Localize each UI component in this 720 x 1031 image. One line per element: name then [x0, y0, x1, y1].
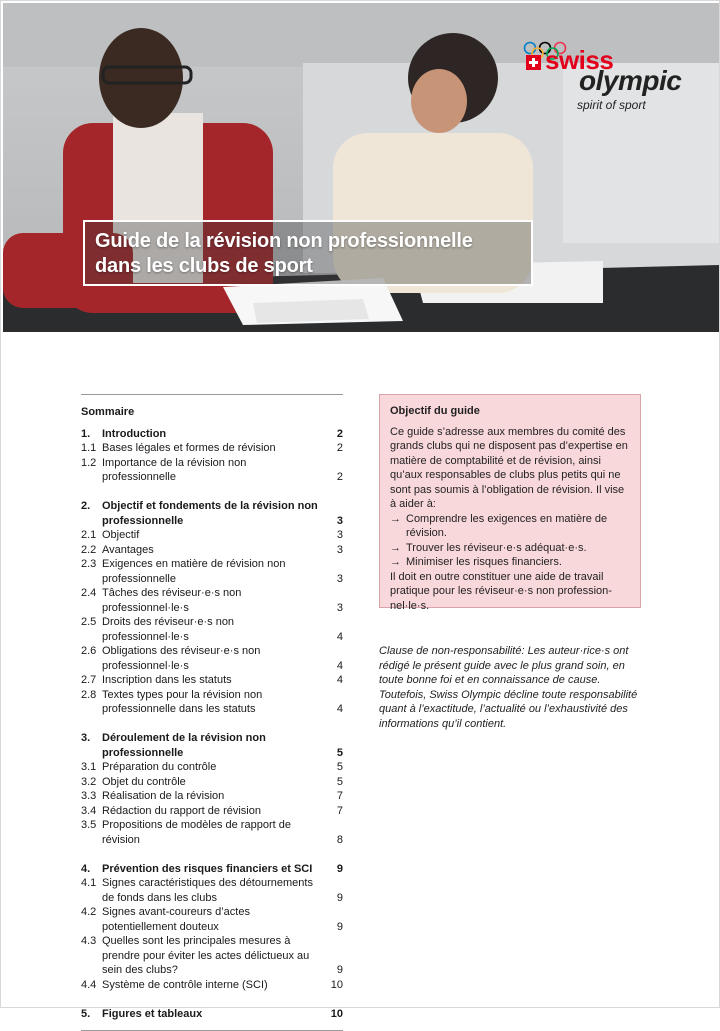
toc-entry-page: 3 [336, 601, 343, 614]
objective-list-item [390, 541, 630, 556]
toc-entry-number: 2.3 [81, 558, 97, 570]
objective-box [379, 394, 641, 612]
toc-subsection-entry[interactable] [81, 804, 343, 819]
toc-section [81, 427, 343, 485]
toc-entry-number: 2.8 [81, 688, 97, 701]
toc-entry-page: 3 [336, 543, 343, 556]
toc-entry-title: Obligations des réviseur·e·s non professionnel·le·s [102, 645, 261, 672]
toc-entry-page: 2 [336, 442, 343, 454]
toc-entry-title: Droits des réviseur·e·s non professionnel·le·s [102, 616, 235, 643]
toc-subsection-entry[interactable] [81, 441, 343, 456]
toc-entry-title: Objectif et fondements de la révision non professionnelle [102, 500, 318, 527]
toc-subsection-entry[interactable] [81, 905, 343, 934]
toc-subsection-entry[interactable] [81, 528, 343, 543]
objective-list-text: Comprendre les exigences en matière de révision. [406, 512, 608, 539]
toc-chapter-entry[interactable] [81, 427, 343, 442]
toc-subsection-entry[interactable] [81, 456, 343, 485]
toc-subsection-entry[interactable] [81, 934, 343, 978]
toc-entry-title: Déroulement de la révision non professionnelle [102, 732, 266, 759]
toc-section [81, 499, 343, 717]
toc-entry-page: 4 [336, 659, 343, 672]
toc-chapter-entry[interactable] [81, 1007, 343, 1022]
objective-intro: Ce guide s’adresse aux membres du comité des grands clubs qui ne disposent pas d’expertise en matière de comptabilité et de révision, ainsi qu’aux responsables de clubs plus petits qui ne sont pas soumis à l’obligation de révision. Il vise à aider à: [390, 425, 628, 510]
toc-subsection-entry[interactable] [81, 673, 343, 688]
document-title-box [83, 220, 533, 286]
toc-entry-number: 2.5 [81, 616, 97, 628]
toc-subsection-entry[interactable] [81, 543, 343, 558]
toc-entry-page: 10 [330, 1007, 343, 1020]
objective-list-item [390, 555, 630, 570]
document-title-line-1: Guide de la révision non professionnelle [95, 230, 473, 252]
toc-entry-page: 9 [336, 891, 343, 904]
toc-entry-page: 2 [336, 427, 343, 440]
toc-entry-title: Réalisation de la révision [102, 790, 225, 802]
toc-entry-title: Exigences en matière de révision non professionnelle [102, 558, 286, 585]
toc-section [81, 1007, 343, 1022]
toc-entry-title: Préparation du contrôle [102, 761, 217, 773]
toc-entry-number: 1. [81, 427, 91, 440]
toc-entry-page: 4 [336, 630, 343, 643]
toc-entry-title: Objet du contrôle [102, 775, 186, 788]
toc-entry-page: 2 [336, 471, 343, 483]
toc-entry-page: 10 [330, 978, 343, 991]
toc-entry-number: 5. [81, 1007, 91, 1020]
toc-entry-title: Introduction [102, 427, 167, 440]
toc-chapter-entry[interactable] [81, 862, 343, 877]
toc-chapter-entry[interactable] [81, 731, 343, 760]
toc-heading: Sommaire [81, 406, 135, 418]
toc-entry-number: 2.1 [81, 529, 97, 541]
objective-list-text: Minimiser les risques financiers. [406, 556, 562, 568]
objective-list-item [390, 512, 630, 541]
toc-entry-page: 9 [336, 862, 343, 875]
toc-entry-number: 3. [81, 732, 91, 744]
toc-entry-page: 4 [336, 674, 343, 686]
swiss-flag-icon [526, 55, 541, 70]
toc-entry-page: 3 [336, 572, 343, 585]
toc-chapter-entry[interactable] [81, 499, 343, 528]
toc-subsection-entry[interactable] [81, 586, 343, 615]
toc-entry-page: 5 [336, 746, 343, 759]
toc-entry-page: 7 [336, 790, 343, 802]
logo-tagline: spirit of sport [577, 98, 646, 112]
hero-photo [3, 3, 719, 332]
toc-entry-title: Tâches des réviseur·e·s non professionnel·le·s [102, 587, 242, 614]
toc-entry-page: 7 [336, 804, 343, 817]
toc-entry-title: Textes types pour la révision non professionnelle dans les statuts [102, 688, 263, 715]
toc-entry-title: Signes avant-coureurs d’actes potentiellement douteux [102, 906, 250, 933]
toc-entry-title: Figures et tableaux [102, 1007, 203, 1020]
toc-subsection-entry[interactable] [81, 644, 343, 673]
table-of-contents [81, 394, 343, 1031]
toc-entry-number: 2.6 [81, 645, 97, 657]
toc-entry-page: 8 [336, 833, 343, 846]
toc-subsection-entry[interactable] [81, 615, 343, 644]
toc-entry-title: Rédaction du rapport de révision [102, 804, 261, 817]
toc-subsection-entry[interactable] [81, 760, 343, 775]
swiss-olympic-logo [523, 41, 693, 121]
toc-entry-number: 3.1 [81, 761, 97, 773]
toc-entry-number: 2.7 [81, 674, 97, 686]
toc-entry-title: Propositions de modèles de rapport de révision [102, 819, 291, 846]
logo-wordmark-swiss: swiss [545, 45, 614, 75]
objective-list-text: Trouver les réviseur·e·s adéquat·e·s. [406, 541, 587, 554]
toc-entry-number: 4.1 [81, 877, 97, 889]
toc-subsection-entry[interactable] [81, 818, 343, 847]
toc-entry-number: 3.3 [81, 790, 97, 802]
toc-entry-number: 2. [81, 500, 91, 512]
toc-subsection-entry[interactable] [81, 775, 343, 790]
toc-entry-title: Bases légales et formes de révision [102, 442, 276, 454]
toc-entry-page: 9 [336, 920, 343, 933]
toc-entry-page: 5 [336, 761, 343, 773]
toc-entry-number: 4.2 [81, 906, 97, 918]
toc-entry-number: 1.1 [81, 442, 97, 454]
toc-subsection-entry[interactable] [81, 978, 343, 993]
toc-entry-number: 4.4 [81, 978, 97, 991]
toc-entry-number: 2.2 [81, 543, 97, 556]
toc-entry-page: 3 [336, 529, 343, 541]
toc-entry-number: 2.4 [81, 587, 97, 599]
toc-entry-title: Avantages [102, 543, 154, 556]
toc-body [81, 427, 343, 1022]
toc-entry-title: Inscription dans les statuts [102, 674, 232, 686]
toc-entry-page: 5 [336, 775, 343, 788]
toc-entry-title: Objectif [102, 529, 140, 541]
logo-wordmark-olympic: olympic [579, 65, 682, 96]
toc-entry-number: 4.3 [81, 935, 97, 947]
toc-entry-number: 3.4 [81, 804, 97, 817]
toc-subsection-entry[interactable] [81, 789, 343, 804]
arrow-right-icon: → [390, 556, 401, 568]
toc-entry-number: 4. [81, 862, 91, 875]
toc-section [81, 862, 343, 993]
disclaimer-text: Clause de non-responsabilité: Les auteur·rice·s ont rédigé le présent guide avec le plus grand soin, en toute bonne foi et en connaissance de cause. Toutefois, Swiss Olympic décline toute responsabilité quant à l’exactitude, l’actualité ou l’exhaustivité des informations qu’il contient. [379, 645, 638, 730]
toc-subsection-entry[interactable] [81, 876, 343, 905]
arrow-right-icon: → [390, 512, 401, 525]
toc-subsection-entry[interactable] [81, 688, 343, 717]
objective-title: Objectif du guide [390, 405, 480, 417]
objective-list [390, 512, 630, 570]
toc-entry-title: Signes caractéristiques des détournements de fonds dans les clubs [102, 877, 313, 904]
toc-entry-title: Système de contrôle interne (SCI) [102, 978, 268, 991]
toc-entry-title: Quelles sont les principales mesures à prendre pour éviter les actes délictueux au sein des clubs? [102, 935, 310, 976]
toc-subsection-entry[interactable] [81, 557, 343, 586]
toc-entry-number: 3.2 [81, 775, 97, 788]
toc-entry-number: 3.5 [81, 819, 97, 831]
objective-outro: Il doit en outre constituer une aide de travail pratique pour les réviseur·e·s non professionnel·le·s. [390, 570, 612, 612]
toc-entry-number: 1.2 [81, 456, 97, 469]
document-title-line-2: dans les clubs de sport [95, 255, 313, 277]
toc-entry-page: 9 [336, 964, 343, 976]
arrow-right-icon: → [390, 541, 401, 554]
toc-entry-page: 4 [336, 703, 343, 715]
toc-section [81, 731, 343, 847]
toc-entry-page: 3 [336, 514, 343, 527]
toc-entry-title: Importance de la révision non professionnelle [102, 456, 247, 483]
toc-entry-title: Prévention des risques financiers et SCI [102, 862, 313, 875]
